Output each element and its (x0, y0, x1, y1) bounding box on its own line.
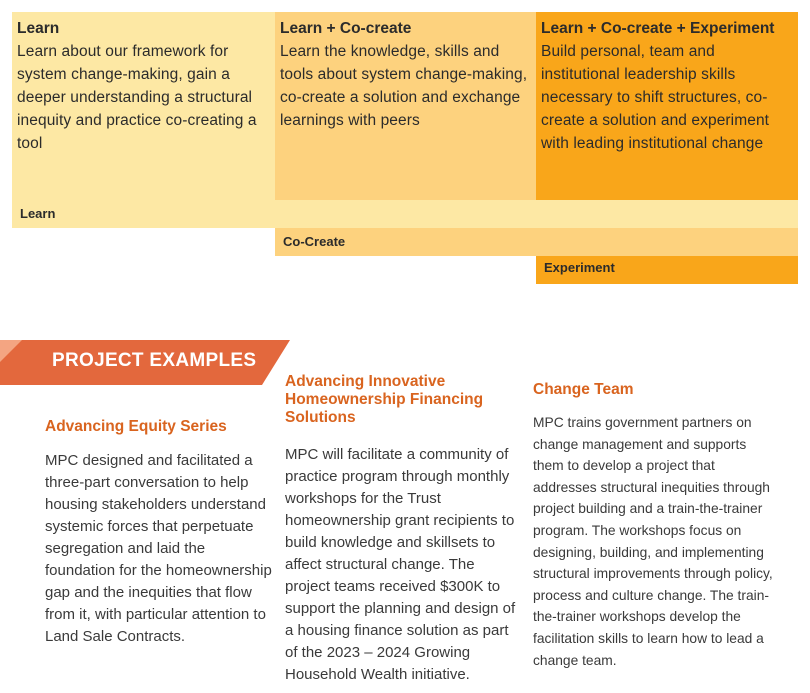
project-body-equity-series: MPC designed and facilitated a three-part conversation to help housing stakeholders understand systemic forces that perpetuate segregation and laid the foundation for the homeownership gap and the inequities that flow from it, with particular attention to Land Sale Contracts. (45, 452, 272, 645)
project-body-change-team: MPC trains government partners on change management and supports them to develop a project that addresses structural inequities through project building and a train-the-trainer program. The workshops focus on designing, building, and implementing structural improvements through policy, process and culture change. The train-the-trainer workshops develop the facilitation skills to learn how to lead a change team. (533, 415, 773, 668)
cocreate-column-description: Learn the knowledge, skills and tools about system change-making, co-create a solution and exchange learnings with peers (280, 43, 528, 129)
cocreate-column (275, 12, 536, 200)
cocreate-column-title: Learn + Co-create (280, 20, 412, 37)
experiment-column-title: Learn + Co-create + Experiment (541, 20, 775, 37)
experiment-column (536, 12, 798, 200)
experiment-column-description: Build personal, team and institutional leadership skills necessary to shift structures, co-create a solution and experiment with leading institutional change (541, 43, 770, 152)
project-examples-banner (0, 340, 290, 385)
project-title-homeownership-financing: Advancing Innovative Homeownership Financing Solutions (285, 373, 484, 426)
learn-column-title: Learn (17, 20, 60, 37)
learn-column (12, 12, 275, 200)
experiment-bar: Experiment (536, 256, 798, 284)
project-title-change-team: Change Team (533, 381, 634, 398)
project-title-equity-series: Advancing Equity Series (45, 418, 227, 435)
section-heading: PROJECT EXAMPLES (52, 350, 257, 371)
project-body-homeownership-financing: MPC will facilitate a community of practice program through monthly workshops for the Trust homeownership grant recipients to build knowledge and skillsets to affect structural change. The project teams received $300K to support the planning and design of a housing finance solution as part of the 2023 – 2024 Growing Household Wealth initiative. (285, 446, 516, 683)
learn-bar: Learn (12, 200, 798, 228)
learn-column-description: Learn about our framework for system change-making, gain a deeper understanding a structural inequity and practice co-creating a tool (17, 43, 257, 152)
cocreate-bar: Co-Create (275, 228, 798, 256)
